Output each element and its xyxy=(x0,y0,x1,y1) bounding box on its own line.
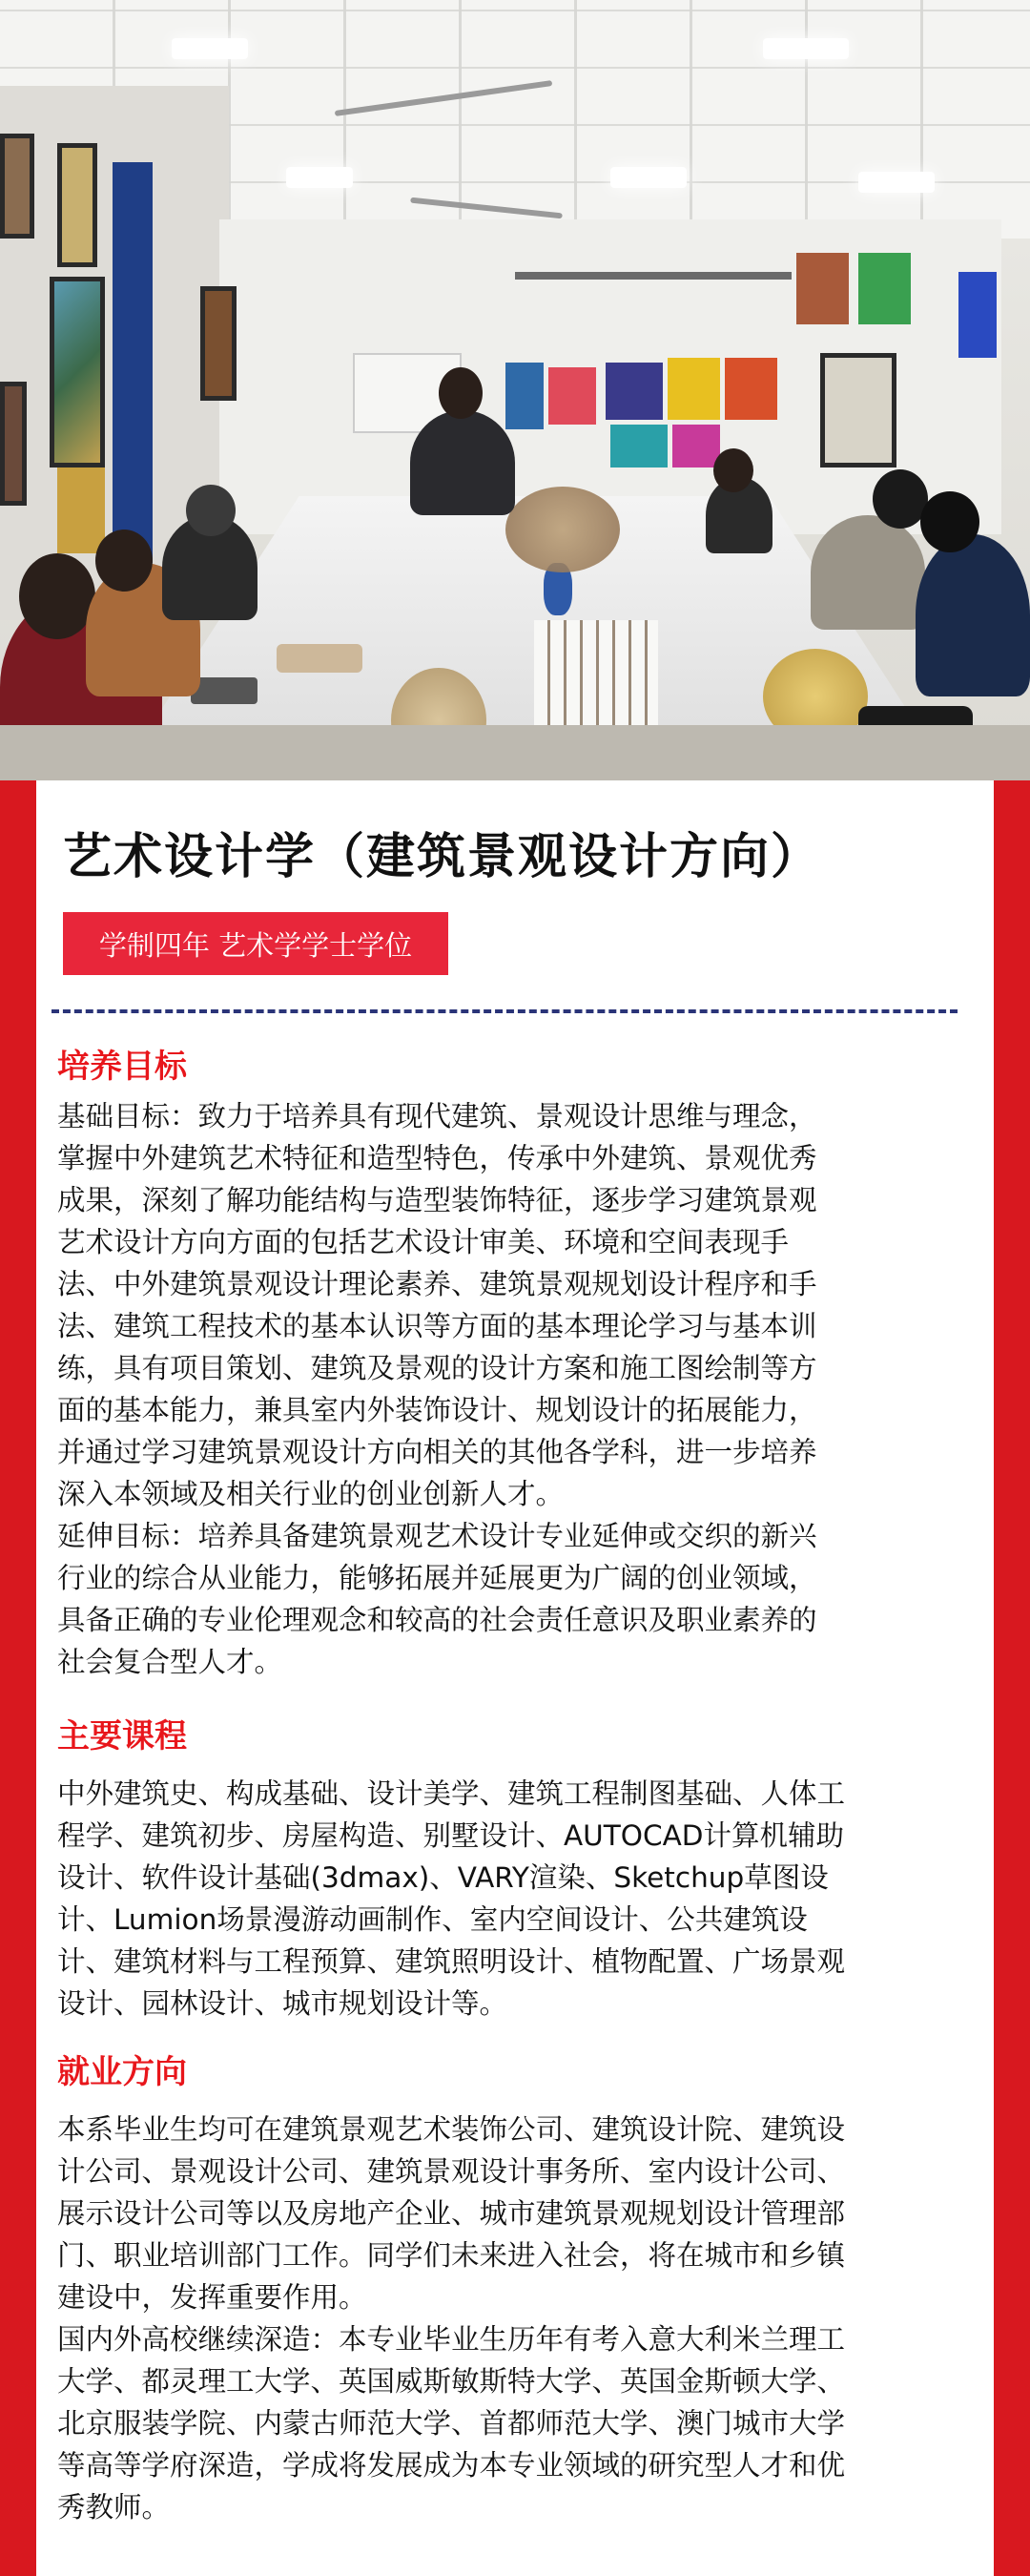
whiteboard-frame xyxy=(820,353,896,467)
poster xyxy=(668,358,720,420)
paragraph-line: 建设中，发挥重要作用。 xyxy=(57,2281,367,2314)
section-body-goals xyxy=(57,1095,971,1683)
poster xyxy=(548,367,596,425)
paragraph-line: 社会复合型人才。 xyxy=(57,1646,283,1678)
wall-artwork xyxy=(0,382,27,506)
wall-artwork xyxy=(0,134,34,239)
paragraph-line: 等高等学府深造，学成将发展成为本专业领域的研究型人才和优 xyxy=(57,2449,846,2482)
paragraph-line: 成果，深刻了解功能结构与造型装饰特征，逐步学习建筑景观 xyxy=(57,1184,817,1216)
ceiling-light xyxy=(763,38,849,59)
notebook xyxy=(191,677,258,704)
poster xyxy=(606,363,663,420)
paragraph-line: 计公司、景观设计公司、建筑景观设计事务所、室内设计公司、 xyxy=(57,2155,846,2188)
student xyxy=(916,534,1030,696)
ceiling-light xyxy=(610,167,687,188)
architecture-model xyxy=(534,620,658,725)
poster xyxy=(505,363,544,429)
poster xyxy=(958,272,997,358)
paragraph-line: 展示设计公司等以及房地产企业、城市建筑景观规划设计管理部 xyxy=(57,2197,846,2230)
section-body-courses xyxy=(57,1773,971,2025)
notebook xyxy=(277,644,362,673)
paragraph-line: 艺术设计方向方面的包括艺术设计审美、环境和空间表现手 xyxy=(57,1226,790,1258)
wall-artwork xyxy=(200,286,237,401)
paragraph-line: 行业的综合从业能力，能够拓展并延展更为广阔的创业领域， xyxy=(57,1562,817,1594)
paragraph-line: 法、中外建筑景观设计理论素养、建筑景观规划设计程序和手 xyxy=(57,1268,817,1300)
poster xyxy=(858,253,911,324)
paragraph-line: 计、建筑材料与工程预算、建筑照明设计、植物配置、广场景观 xyxy=(57,1945,846,1978)
paragraph-line: 北京服装学院、内蒙古师范大学、首都师范大学、澳门城市大学 xyxy=(57,2407,846,2440)
section-heading-courses: 主要课程 xyxy=(57,1717,187,1755)
content-card xyxy=(36,780,994,2576)
paragraph-line: 设计、园林设计、城市规划设计等。 xyxy=(57,1987,508,2020)
student xyxy=(811,515,925,630)
degree-badge: 学制四年 艺术学学士学位 xyxy=(63,912,448,975)
paragraph-line: 计、Lumion场景漫游动画制作、室内空间设计、公共建筑设 xyxy=(57,1903,808,1936)
section-heading-goals: 培养目标 xyxy=(57,1048,187,1086)
classroom-photo xyxy=(0,0,1030,780)
dried-flowers xyxy=(505,487,620,572)
paragraph-line: 程学、建筑初步、房屋构造、别墅设计、AUTOCAD计算机辅助 xyxy=(57,1819,845,1852)
teacher xyxy=(410,410,515,515)
paragraph-line: 本系毕业生均可在建筑景观艺术装饰公司、建筑设计院、建筑设 xyxy=(57,2113,846,2146)
paragraph-line: 并通过学习建筑景观设计方向相关的其他各学科，进一步培养 xyxy=(57,1436,817,1468)
poster xyxy=(610,425,668,467)
poster xyxy=(672,425,720,467)
wall-artwork xyxy=(50,277,105,467)
paragraph-line: 基础目标：致力于培养具有现代建筑、景观设计思维与理念， xyxy=(57,1100,817,1132)
poster xyxy=(796,253,849,324)
wall-artwork xyxy=(57,143,97,267)
section-body-careers xyxy=(57,2109,971,2528)
paragraph-line: 门、职业培训部门工作。同学们未来进入社会，将在城市和乡镇 xyxy=(57,2239,846,2272)
paragraph-line: 国内外高校继续深造：本专业毕业生历年有考入意大利米兰理工 xyxy=(57,2323,846,2356)
paragraph-line: 法、建筑工程技术的基本认识等方面的基本理论学习与基本训 xyxy=(57,1310,817,1342)
paragraph-line: 掌握中外建筑艺术特征和造型特色，传承中外建筑、景观优秀 xyxy=(57,1142,817,1174)
section-heading-careers: 就业方向 xyxy=(57,2053,187,2091)
wall-artwork xyxy=(57,467,105,553)
paragraph-line: 大学、都灵理工大学、英国威斯敏斯特大学、英国金斯顿大学、 xyxy=(57,2365,846,2398)
page-title: 艺术设计学（建筑景观设计方向） xyxy=(63,829,822,885)
poster xyxy=(725,358,777,420)
paragraph-line: 面的基本能力，兼具室内外装饰设计、规划设计的拓展能力， xyxy=(57,1394,817,1426)
paragraph-line: 中外建筑史、构成基础、设计美学、建筑工程制图基础、人体工 xyxy=(57,1777,846,1810)
dashed-divider xyxy=(52,1009,958,1013)
curtain xyxy=(113,162,153,563)
paragraph-line: 延伸目标：培养具备建筑景观艺术设计专业延伸或交织的新兴 xyxy=(57,1520,817,1552)
ceiling-light xyxy=(172,38,248,59)
paragraph-line: 设计、软件设计基础(3dmax)、VARY渲染、Sketchup草图设 xyxy=(57,1861,829,1894)
paragraph-line: 深入本领域及相关行业的创业创新人才。 xyxy=(57,1478,565,1510)
paragraph-line: 秀教师。 xyxy=(57,2491,171,2524)
paragraph-line: 练，具有项目策划、建筑及景观的设计方案和施工图绘制等方 xyxy=(57,1352,817,1384)
ceiling-light xyxy=(858,172,935,193)
ceiling-light xyxy=(286,167,353,188)
shelf xyxy=(515,272,792,280)
paragraph-line: 具备正确的专业伦理观念和较高的社会责任意识及职业素养的 xyxy=(57,1604,817,1636)
